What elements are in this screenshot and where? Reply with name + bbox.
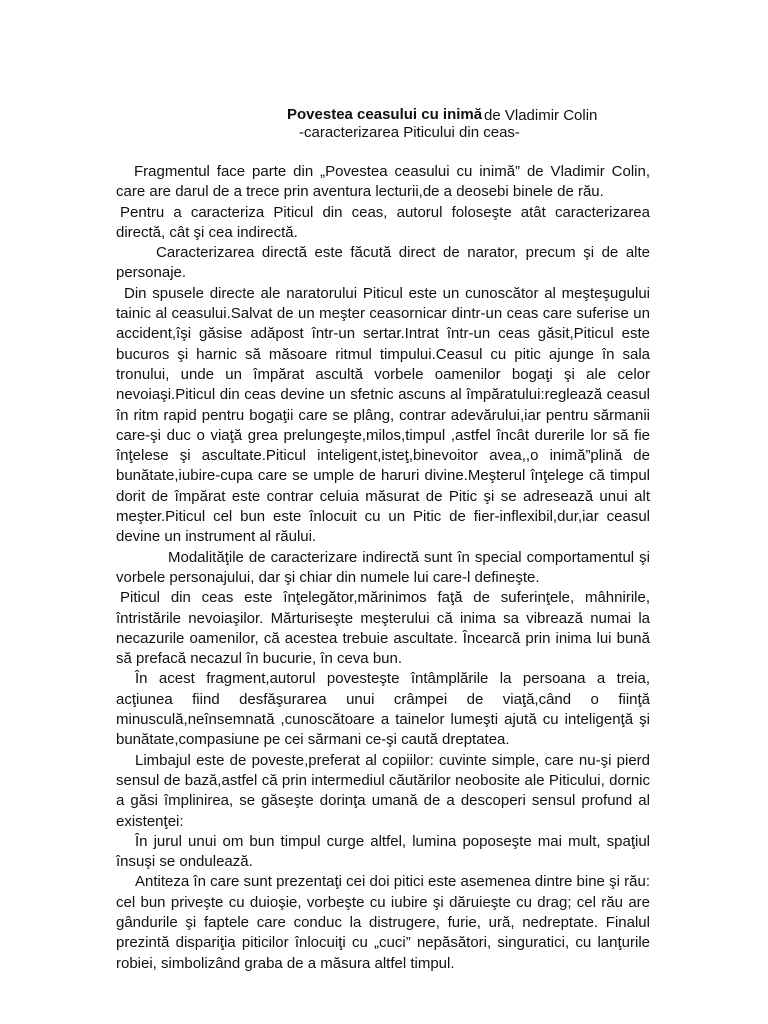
document-author: de Vladimir Colin xyxy=(484,107,598,124)
paragraph: Pentru a caracteriza Piticul din ceas, autorul foloseşte atât caracterizarea directă, cât şi cea indirectă. xyxy=(116,203,650,241)
document-subtitle: -caracterizarea Piticului din ceas- xyxy=(299,124,520,141)
document-body xyxy=(116,162,650,974)
paragraph: Antiteza în care sunt prezentaţi cei doi pitici este asemenea dintre bine şi rău: cel bun priveşte cu duioşie, vorbeşte cu iubire şi dăruieşte cu drag; cel rău are gândurile şi faptele care conduc la distrugere, furie, ură, nedreptate. Finalul prezintă dispariţia piticilor înlocuiţi cu „cuci” nepăsători, singuratici, cu lanţurile robiei, simbolizând graba de a măsura altfel timpul. xyxy=(116,873,650,972)
paragraph: Din spusele directe ale naratorului Piticul este un cunoscător al meşteşugului tainic al ceasului.Salvat de un meşter ceasornicar dintr-un ceas care suferise un accident,îşi găsise adăpost într-un sertar.Intrat într-un ceas găsit,Piticul este bucuros şi harnic să măsoare ritmul timpului.Ceasul cu pitic ajunge în sala tronului, unde un împărat ascultă vorbele oamenilor bogaţi şi ale celor nevoiaşi.Piticul din ceas devine un sfetnic ascuns al împăratului:reglează ceasul în ritm rapid pentru bogaţii care se plâng, contrar adevărului,iar pentru sărmanii care-şi duc o viaţă grea prelungeşte,milos,timpul ,astfel încât durerile lor să fie înţelese şi ascultate.Piticul inteligent,isteţ,binevoitor avea,,o inimă”plină de bunătate,iubire-cupa care se umple de haruri divine.Meşterul înţelege că timpul dorit de împărat este contrar celuia măsurat de Pitic şi se adresează unui alt meşter.Piticul cel bun este înlocuit cu un Pitic de fier-inflexibil,dur,iar ceasul devine un instrument al răului. xyxy=(116,284,650,546)
paragraph: În acest fragment,autorul povesteşte întâmplările la persoana a treia, acţiunea fiind desfăşurarea unui crâmpei de viaţă,când o fiinţă minusculă,neînsemnată ,cunoscătoare a tainelor lumeşti ajută cu inteligenţă şi bunătate,compasiune pe cei sărmani ce-şi caută dreptatea. xyxy=(116,670,650,749)
paragraph: În jurul unui om bun timpul curge altfel, lumina poposeşte mai mult, spaţiul însuşi se ondulează. xyxy=(116,832,650,871)
paragraph: Fragmentul face parte din „Povestea ceasului cu inimă” de Vladimir Colin, care are darul de a trece prin aventura lecturii,de a deosebi binele de rău. xyxy=(116,163,650,201)
paragraph: Modalităţile de caracterizare indirectă sunt în special comportamentul şi vorbele personajului, dar şi chiar din numele lui care-l defineşte. xyxy=(116,548,650,586)
paragraph: Caracterizarea directă este făcută direct de narator, precum şi de alte personaje. xyxy=(116,244,650,282)
paragraph: Piticul din ceas este înţelegător,mărinimos faţă de suferinţele, mâhnirile, întristările nevoiaşilor. Mărturiseşte meşterului că inima sa vibrează numai la necazurile oamenilor, că acestea trebuie ascultate. Încearcă prin inima lui bună să prefacă necazul în bucurie, în ceva bun. xyxy=(116,589,650,668)
paragraph: Limbajul este de poveste,preferat al copiilor: cuvinte simple, care nu-şi pierd sensul de bază,astfel că prin intermediul căutărilor neobosite ale Piticului, dornic a găsi împlinirea, se găseşte dorinţa umană de a descoperi sensul profund al existenţei: xyxy=(116,751,650,830)
document-title: Povestea ceasului cu inimă xyxy=(287,106,483,123)
